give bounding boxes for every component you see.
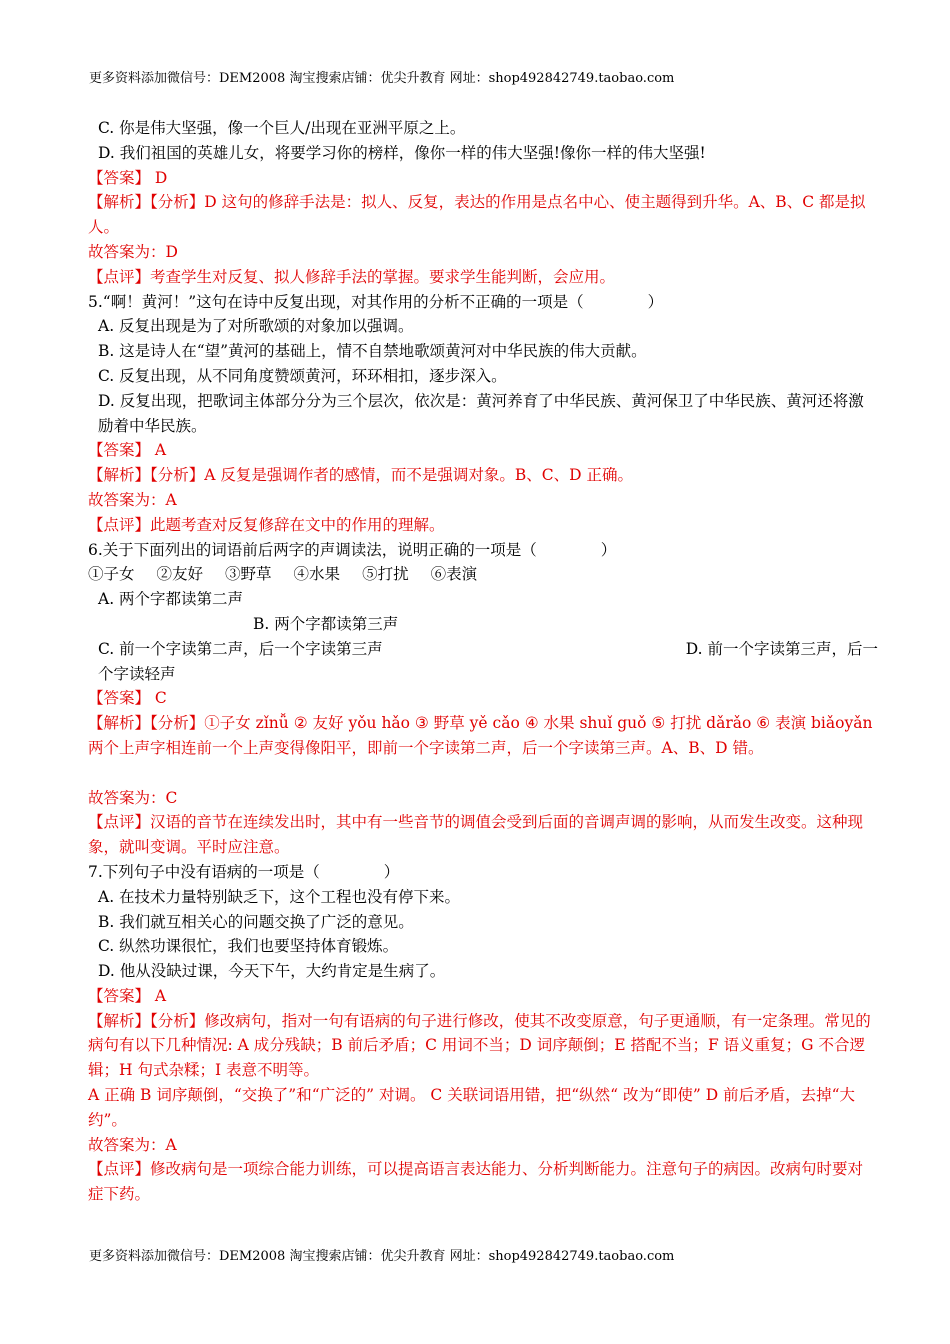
spacer — [88, 761, 878, 786]
q6-word: ④水果 — [293, 565, 341, 584]
q5-stem-text: 5.“啊！黄河！”这句在诗中反复出现，对其作用的分析不正确的一项是（ — [88, 292, 584, 311]
q4-comment: 【点评】考查学生对反复、拟人修辞手法的掌握。要求学生能判断，会应用。 — [88, 267, 616, 286]
q6-stem-text: 6.关于下面列出的词语前后两字的声调读法，说明正确的一项是（ — [88, 540, 537, 559]
q6-comment: 【点评】汉语的音节在连续发出时，其中有一些音节的调值会受到后面的音调声调的影响，从而发生改变。这种现象，就叫变调。平时应注意。 — [88, 813, 864, 857]
q6-option-b: B. 两个字都读第三声 — [253, 614, 399, 633]
q5-option-d: D. 反复出现，把歌词主体部分分为三个层次，依次是：黄河养育了中华民族、黄河保卫了中华民族、黄河还将激励着中华民族。 — [98, 391, 864, 435]
page-footer: 更多资料添加微信号：DEM2008 淘宝搜索店铺：优尖升教育 网址：shop492842749.taobao.com — [89, 1249, 675, 1264]
q7-stem-text: 7.下列句子中没有语病的一项是（ — [88, 862, 320, 881]
q7-option-a: A. 在技术力量特别缺乏下，这个工程也没有停下来。 — [98, 887, 461, 906]
q6-word: ③野草 — [225, 565, 272, 584]
q6-option-d-head: D. 前一个字读第三声，后一 — [685, 639, 878, 658]
q6-word: ⑤打扰 — [362, 565, 409, 584]
q4-analysis: 【解析】【分析】D 这句的修辞手法是：拟人、反复，表达的作用是点名中心、使主题得到升华。A、B、C 都是拟人。 — [88, 193, 866, 237]
q4-answer: 【答案】 D — [88, 168, 168, 187]
q6-options-cd — [88, 637, 878, 662]
q4-option-c: C. 你是伟大坚强，像一个巨人/出现在亚洲平原之上。 — [98, 119, 466, 137]
q6-option-c: C. 前一个字读第二声，后一个字读第三声 — [98, 639, 383, 658]
q7-conclusion: 故答案为：A — [88, 1135, 177, 1154]
q7-option-c: C. 纵然功课很忙，我们也要坚持体育锻炼。 — [98, 937, 399, 956]
q6-word: ①子女 — [88, 565, 135, 584]
q7-answer: 【答案】 A — [88, 986, 167, 1005]
q5-option-b: B. 这是诗人在“望”黄河的基础上，情不自禁地歌颂黄河对中华民族的伟大贡献。 — [98, 342, 647, 361]
q7-stem — [88, 860, 878, 885]
document-body — [88, 116, 878, 1207]
q6-word: ⑥表演 — [430, 565, 478, 584]
q7-comment: 【点评】修改病句是一项综合能力训练，可以提高语言表达能力、分析判断能力。注意句子的病因。改病句时要对症下药。 — [88, 1160, 864, 1204]
q7-analysis: 【解析】【分析】修改病句，指对一句有语病的句子进行修改，使其不改变原意，句子更通顺，有一定条理。常见的病句有以下几种情况: A 成分残缺；B 前后矛盾；C 用词不当；D 词序颠倒；E 搭配不当；F 语义重复；G 不合逻辑；H 句式杂糅；I 表意不明等。 — [88, 1011, 871, 1080]
q5-answer: 【答案】 A — [88, 441, 167, 460]
q6-option-d-tail: 个字读轻声 — [98, 664, 176, 683]
q5-stem-close: ） — [647, 292, 664, 311]
q5-analysis: 【解析】【分析】A 反复是强调作者的感情，而不是强调对象。B、C、D 正确。 — [88, 466, 633, 485]
q5-option-c: C. 反复出现，从不同角度赞颂黄河，环环相扣，逐步深入。 — [98, 366, 507, 385]
q7-explanation: A 正确 B 词序颠倒，“交换了”和“广泛的” 对调。 C 关联词语用错，把“纵然“ 改为“即使” D 前后矛盾，去掉“大约”。 — [88, 1086, 856, 1129]
page-header: 更多资料添加微信号：DEM2008 淘宝搜索店铺：优尖升教育 网址：shop492842749.taobao.com — [89, 71, 675, 86]
q5-option-a: A. 反复出现是为了对所歌颂的对象加以强调。 — [98, 317, 414, 336]
q4-option-d: D. 我们祖国的英雄儿女，将要学习你的榜样，像你一样的伟大坚强!像你一样的伟大坚强! — [98, 143, 706, 162]
q6-answer: 【答案】 C — [88, 689, 167, 708]
q5-stem — [88, 290, 878, 315]
q4-conclusion: 故答案为：D — [88, 242, 178, 261]
q7-option-b: B. 我们就互相关心的问题交换了广泛的意见。 — [98, 912, 414, 931]
q7-stem-close: ） — [383, 862, 400, 881]
q7-option-d: D. 他从没缺过课，今天下午，大约肯定是生病了。 — [98, 962, 446, 981]
q6-stem-close: ） — [600, 540, 617, 559]
q6-word: ②友好 — [156, 565, 204, 584]
q5-conclusion: 故答案为：A — [88, 490, 177, 509]
q6-conclusion: 故答案为：C — [88, 788, 178, 807]
q6-word-list — [88, 562, 878, 587]
q6-option-a: A. 两个字都读第二声 — [98, 590, 244, 609]
q6-stem — [88, 538, 878, 563]
q5-comment: 【点评】此题考查对反复修辞在文中的作用的理解。 — [88, 515, 445, 534]
q6-analysis: 【解析】【分析】①子女 zǐnǚ ② 友好 yǒu hǎo ③ 野草 yě cǎo ④ 水果 shuǐ guǒ ⑤ 打扰 dǎrǎo ⑥ 表演 biǎoyǎn 两个上声字相连前一个上声变得像阳平，即前一个字读第二声，后一个字读第三声。A、B、D 错。 — [88, 714, 873, 757]
